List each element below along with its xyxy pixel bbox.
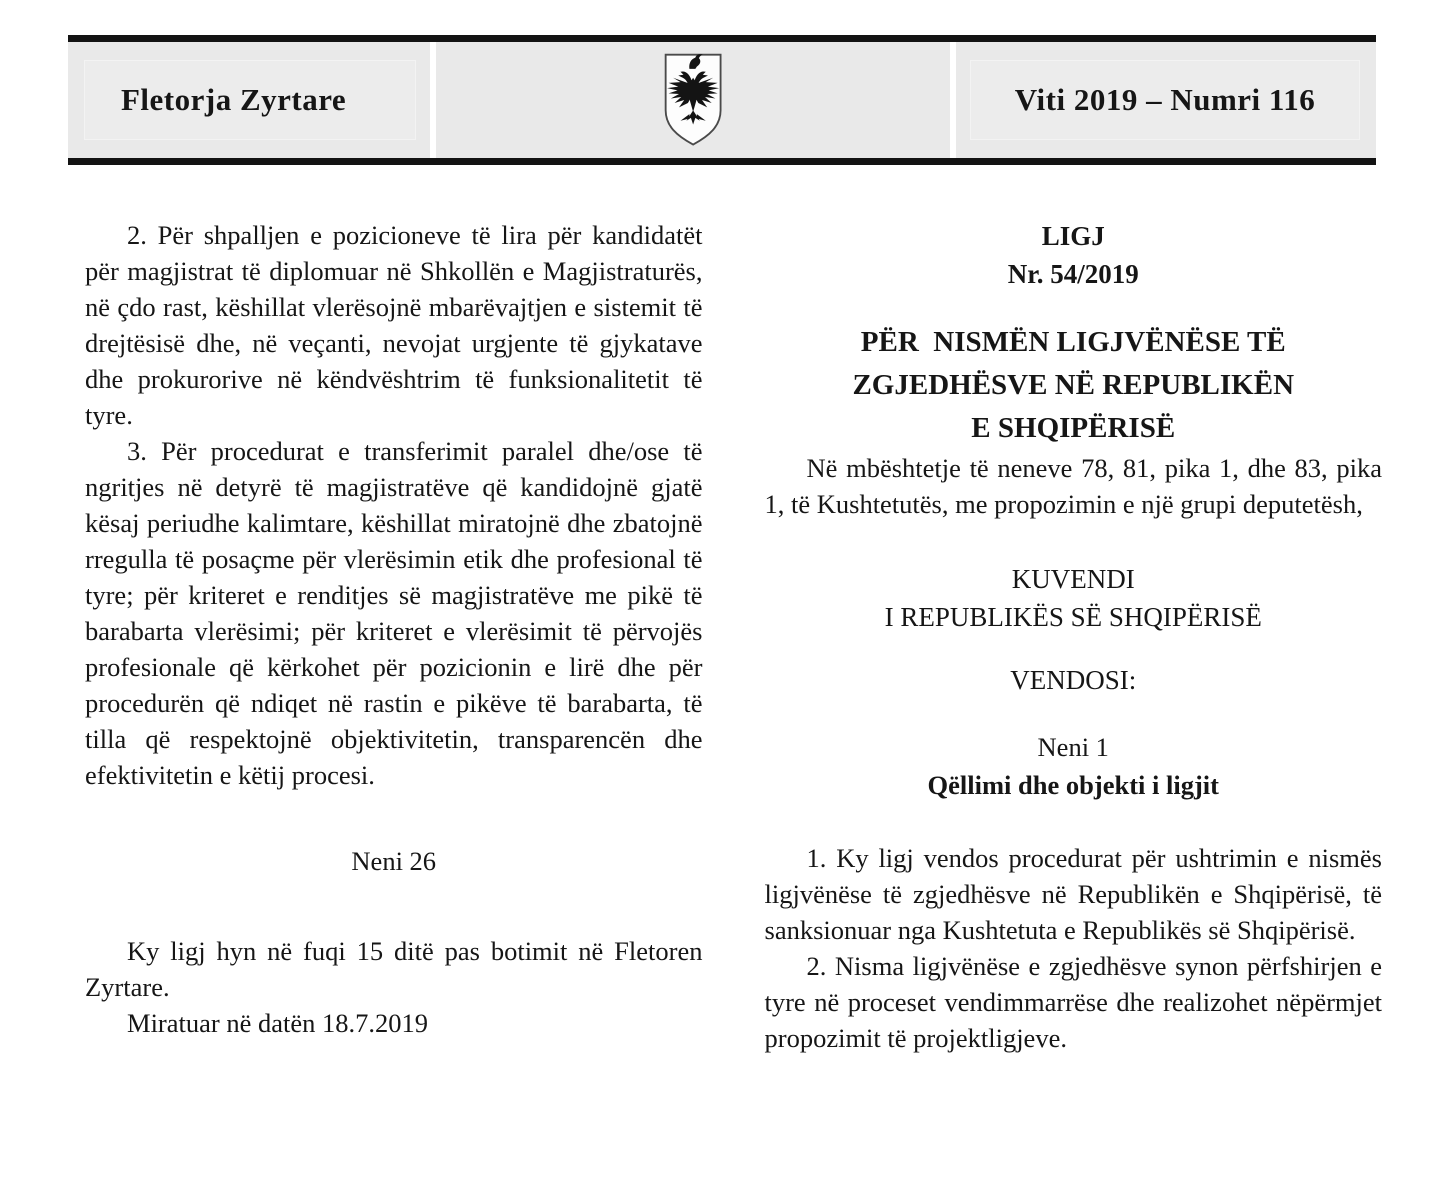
article-title: Qëllimi dhe objekti i ligjit	[927, 770, 1219, 800]
assembly-heading	[765, 560, 1383, 636]
masthead-left-panel	[84, 60, 416, 140]
decision-word: VENDOSI:	[1010, 665, 1137, 695]
masthead-right-panel	[970, 60, 1360, 140]
masthead-right-cell	[956, 42, 1376, 158]
preamble-paragraph: Në mbështetje të neneve 78, 81, pika 1, dhe 83, pika 1, të Kushtetutës, me propozimin e një grupi deputetësh,	[764, 453, 1382, 519]
body-paragraph: 1. Ky ligj vendos procedurat për ushtrimin e nismës ligjvënëse të zgjedhësve në Republikën e Shqipërisë, të sanksionuar nga Kushtetuta e Republikës së Shqipërisë.	[764, 843, 1382, 945]
body-paragraph: 2. Për shpalljen e pozicioneve të lira për kandidatët për magjistrat të diplomuar në Shkollën e Magjistraturës, në çdo rast, këshillat vlerësojnë mbarëvajtjen e sistemit të drejtësisë dhe, në veçanti, nevojat urgjente të gjykatave dhe prokurorive në këndvështrim të funksionalitetit të tyre.	[85, 220, 703, 430]
law-heading	[765, 217, 1383, 293]
article-paragraphs	[765, 840, 1383, 1056]
assembly-line: KUVENDI	[1011, 564, 1135, 594]
article-heading-neni-1	[765, 728, 1383, 804]
body-paragraph: 2. Nisma ligjvënëse e zgjedhësve synon përfshirjen e tyre në proceset vendimmarrëse dhe realizohet nëpërmjet propozimit të projektligjeve.	[764, 951, 1382, 1053]
masthead	[68, 35, 1376, 165]
albanian-double-headed-eagle-crest-icon	[656, 51, 730, 149]
closing-paragraph: Ky ligj hyn në fuqi 15 ditë pas botimit në Fletoren Zyrtare.	[85, 936, 703, 1002]
law-title-line: E SHQIPËRISË	[971, 412, 1176, 444]
law-title	[765, 321, 1383, 450]
right-column	[765, 217, 1383, 1056]
gazette-page	[0, 35, 1444, 1056]
approval-date-line: Miratuar në datën 18.7.2019	[127, 1008, 428, 1038]
law-title-line: PËR NISMËN LIGJVËNËSE TË	[860, 326, 1286, 358]
law-title-line: ZGJEDHËSVE NË REPUBLIKËN	[852, 369, 1295, 401]
masthead-emblem-cell	[436, 42, 950, 158]
issue-year-number: Viti 2019 – Numri 116	[1014, 82, 1316, 117]
masthead-left-cell	[68, 42, 430, 158]
body-paragraph: 3. Për procedurat e transferimit paralel dhe/ose të ngritjes në detyrë të magjistratëve që kandidojnë gjatë kësaj periudhe kalimtare, këshillat miratojnë dhe zbatojnë rregulla të posaçme për vlerësimin etik dhe profesional të tyre; për kriteret e renditjes së magjistratëve me pikë të barabarta vlerësimi; për kriteret e vlerësimit të përvojës profesionale që kërkohet për pozicionin e lirë dhe për procedurën që ndiqet në rastin e pikëve të barabarta, të tilla që respektojnë objektivitetin, transparencën dhe efektivitetin e këtij procesi.	[85, 436, 703, 790]
document-body	[0, 165, 1444, 1056]
left-column	[85, 217, 703, 1056]
law-number: Nr. 54/2019	[1007, 259, 1139, 289]
article-heading-neni-26: Neni 26	[351, 846, 437, 876]
gazette-title: Fletorja Zyrtare	[121, 82, 347, 117]
article-number: Neni 1	[1037, 732, 1109, 762]
assembly-line: I REPUBLIKËS SË SHQIPËRISË	[884, 602, 1262, 632]
law-label: LIGJ	[1041, 221, 1105, 251]
